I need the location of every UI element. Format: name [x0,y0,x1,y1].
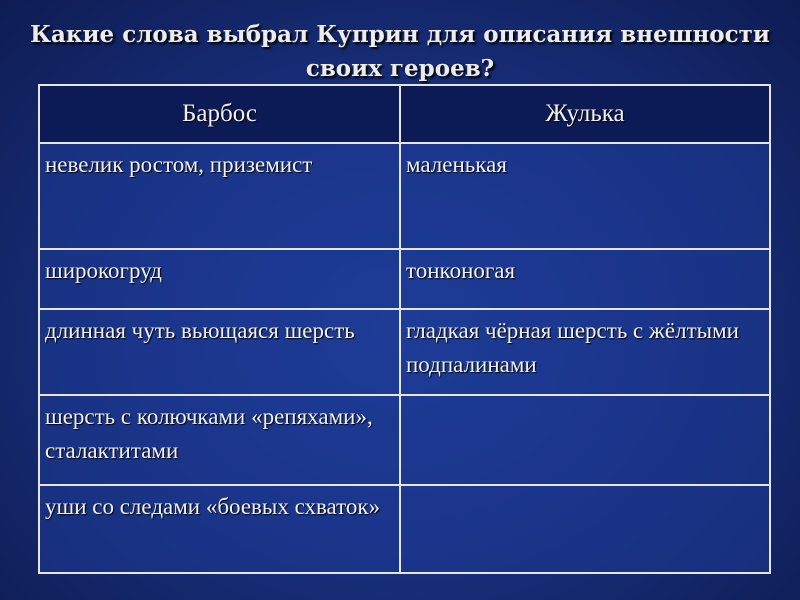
slide-title-line-2: своих героев? [305,55,495,82]
comparison-table [38,84,771,574]
table-row [39,143,770,249]
cell-barbos: широкогруд [39,249,400,309]
header-barbos: Барбос [39,85,400,143]
slide-title-line-1: Какие слова выбрал Куприн для описания внешности [30,21,770,48]
table-row [39,309,770,395]
cell-zhulka [400,395,770,485]
cell-barbos: уши со следами «боевых схваток» [39,485,400,573]
table-header-row [39,85,770,143]
cell-zhulka: гладкая чёрная шерсть с жёлтыми подпалинами [400,309,770,395]
table-row [39,249,770,309]
cell-zhulka [400,485,770,573]
slide-title [20,18,780,86]
header-zhulka: Жулька [400,85,770,143]
cell-barbos: невелик ростом, приземист [39,143,400,249]
cell-zhulka: маленькая [400,143,770,249]
cell-zhulka: тонконогая [400,249,770,309]
cell-barbos: шерсть с колючками «репяхами», сталактитами [39,395,400,485]
cell-barbos: длинная чуть вьющаяся шерсть [39,309,400,395]
table-row [39,485,770,573]
table-row [39,395,770,485]
